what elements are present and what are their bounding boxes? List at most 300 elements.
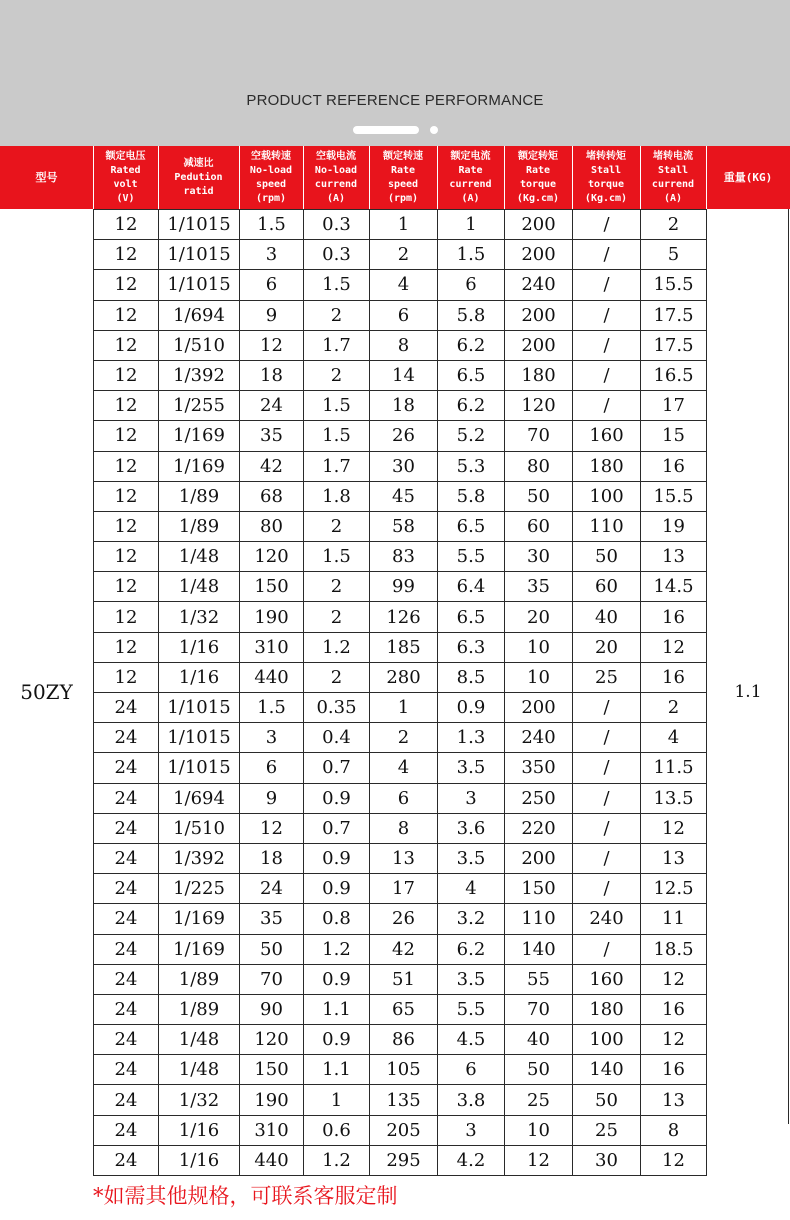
- cell-rate-speed: 2: [370, 240, 438, 270]
- cell-stall-torque: /: [573, 360, 641, 390]
- table-row: [94, 481, 707, 511]
- cell-rate-torque: 140: [505, 934, 573, 964]
- cell-stall-current: 12: [641, 813, 707, 843]
- cell-noload-speed: 190: [240, 602, 304, 632]
- cell-reduction-ratio: 1/392: [159, 843, 240, 873]
- cell-stall-torque: 160: [573, 421, 641, 451]
- weight-value: 1.1: [734, 682, 762, 702]
- cell-noload-current: 1.7: [304, 451, 370, 481]
- cell-rated-volt: 24: [94, 753, 159, 783]
- table-row: [94, 693, 707, 723]
- cell-rate-torque: 80: [505, 451, 573, 481]
- cell-noload-current: 0.9: [304, 1025, 370, 1055]
- cell-rate-torque: 10: [505, 632, 573, 662]
- cell-noload-speed: 6: [240, 753, 304, 783]
- cell-reduction-ratio: 1/510: [159, 813, 240, 843]
- cell-noload-speed: 68: [240, 481, 304, 511]
- cell-noload-speed: 1.5: [240, 210, 304, 240]
- table-row: [94, 210, 707, 240]
- cell-reduction-ratio: 1/32: [159, 1085, 240, 1115]
- cell-reduction-ratio: 1/225: [159, 874, 240, 904]
- header-rated-volt: 额定电压 Rated volt (V): [105, 150, 146, 204]
- cell-rate-current: 5.5: [438, 542, 505, 572]
- cell-rated-volt: 24: [94, 693, 159, 723]
- table-row: [94, 964, 707, 994]
- table-row: [94, 602, 707, 632]
- cell-noload-speed: 1.5: [240, 693, 304, 723]
- carousel-indicator-dot: [430, 126, 438, 134]
- cell-rated-volt: 12: [94, 360, 159, 390]
- cell-rate-current: 5.2: [438, 421, 505, 451]
- cell-noload-speed: 35: [240, 904, 304, 934]
- cell-noload-speed: 24: [240, 874, 304, 904]
- cell-reduction-ratio: 1/48: [159, 572, 240, 602]
- cell-rate-current: 1.5: [438, 240, 505, 270]
- cell-rate-speed: 65: [370, 994, 438, 1024]
- cell-rate-current: 0.9: [438, 693, 505, 723]
- cell-stall-current: 16: [641, 602, 707, 632]
- cell-rate-speed: 14: [370, 360, 438, 390]
- cell-stall-current: 2: [641, 693, 707, 723]
- cell-rate-torque: 200: [505, 300, 573, 330]
- table-row: [94, 391, 707, 421]
- cell-rate-speed: 1: [370, 210, 438, 240]
- cell-stall-current: 13.5: [641, 783, 707, 813]
- cell-rate-speed: 83: [370, 542, 438, 572]
- cell-noload-current: 1.5: [304, 542, 370, 572]
- cell-noload-current: 0.7: [304, 813, 370, 843]
- header-model: 型号: [35, 170, 58, 184]
- cell-noload-speed: 310: [240, 632, 304, 662]
- cell-noload-current: 2: [304, 511, 370, 541]
- table-row: [94, 240, 707, 270]
- cell-reduction-ratio: 1/89: [159, 964, 240, 994]
- cell-reduction-ratio: 1/694: [159, 783, 240, 813]
- cell-stall-current: 13: [641, 843, 707, 873]
- table-row: [94, 511, 707, 541]
- cell-stall-current: 5: [641, 240, 707, 270]
- cell-noload-speed: 6: [240, 270, 304, 300]
- cell-reduction-ratio: 1/16: [159, 662, 240, 692]
- cell-noload-current: 1.1: [304, 1055, 370, 1085]
- cell-reduction-ratio: 1/48: [159, 542, 240, 572]
- cell-stall-current: 15.5: [641, 270, 707, 300]
- cell-stall-torque: 140: [573, 1055, 641, 1085]
- cell-rate-speed: 6: [370, 300, 438, 330]
- cell-stall-torque: 240: [573, 904, 641, 934]
- cell-noload-current: 1.1: [304, 994, 370, 1024]
- cell-stall-current: 16.5: [641, 360, 707, 390]
- cell-stall-current: 17: [641, 391, 707, 421]
- cell-rate-speed: 185: [370, 632, 438, 662]
- cell-stall-current: 13: [641, 1085, 707, 1115]
- cell-stall-torque: /: [573, 723, 641, 753]
- cell-stall-torque: 160: [573, 964, 641, 994]
- cell-rate-torque: 60: [505, 511, 573, 541]
- table-row: [94, 270, 707, 300]
- cell-rated-volt: 24: [94, 813, 159, 843]
- cell-rate-torque: 240: [505, 723, 573, 753]
- table-row: [94, 300, 707, 330]
- cell-rate-torque: 25: [505, 1085, 573, 1115]
- cell-noload-speed: 150: [240, 1055, 304, 1085]
- cell-rate-current: 1.3: [438, 723, 505, 753]
- cell-noload-current: 0.7: [304, 753, 370, 783]
- carousel-indicator-active: [353, 126, 419, 134]
- cell-stall-current: 17.5: [641, 330, 707, 360]
- cell-stall-torque: /: [573, 391, 641, 421]
- cell-rate-torque: 220: [505, 813, 573, 843]
- cell-rate-speed: 126: [370, 602, 438, 632]
- cell-noload-current: 0.9: [304, 783, 370, 813]
- cell-noload-current: 1.5: [304, 421, 370, 451]
- cell-rate-torque: 350: [505, 753, 573, 783]
- cell-stall-torque: /: [573, 874, 641, 904]
- cell-rated-volt: 12: [94, 602, 159, 632]
- cell-rated-volt: 12: [94, 572, 159, 602]
- cell-rate-speed: 135: [370, 1085, 438, 1115]
- cell-noload-speed: 9: [240, 783, 304, 813]
- header-noload-speed: 空载转速 No-load speed (rpm): [249, 150, 293, 204]
- cell-rate-torque: 30: [505, 542, 573, 572]
- cell-rate-current: 6.2: [438, 391, 505, 421]
- cell-stall-torque: /: [573, 783, 641, 813]
- cell-rate-speed: 8: [370, 330, 438, 360]
- cell-rate-current: 6.2: [438, 330, 505, 360]
- cell-rated-volt: 12: [94, 451, 159, 481]
- cell-noload-current: 1.2: [304, 1145, 370, 1175]
- cell-stall-torque: 50: [573, 1085, 641, 1115]
- cell-rate-speed: 26: [370, 904, 438, 934]
- cell-stall-torque: 40: [573, 602, 641, 632]
- table-row: [94, 753, 707, 783]
- table-row: [94, 572, 707, 602]
- cell-rate-current: 6: [438, 1055, 505, 1085]
- cell-rate-speed: 45: [370, 481, 438, 511]
- cell-rate-torque: 20: [505, 602, 573, 632]
- cell-rate-speed: 58: [370, 511, 438, 541]
- cell-rate-torque: 40: [505, 1025, 573, 1055]
- header-reduction-ratio: 减速比 Pedution ratid: [174, 157, 223, 197]
- cell-rate-torque: 35: [505, 572, 573, 602]
- table-row: [94, 783, 707, 813]
- cell-rate-current: 3.5: [438, 753, 505, 783]
- header-noload-current: 空载电流 No-load currend (A): [314, 150, 358, 204]
- cell-noload-speed: 42: [240, 451, 304, 481]
- table-row: [94, 1025, 707, 1055]
- cell-rate-current: 6.5: [438, 602, 505, 632]
- cell-stall-current: 16: [641, 1055, 707, 1085]
- cell-stall-current: 4: [641, 723, 707, 753]
- cell-noload-current: 2: [304, 572, 370, 602]
- cell-stall-current: 16: [641, 994, 707, 1024]
- cell-stall-torque: /: [573, 240, 641, 270]
- cell-noload-speed: 3: [240, 240, 304, 270]
- cell-rate-current: 4.2: [438, 1145, 505, 1175]
- cell-rate-current: 6.5: [438, 360, 505, 390]
- cell-stall-torque: 50: [573, 542, 641, 572]
- cell-stall-current: 15.5: [641, 481, 707, 511]
- cell-rated-volt: 24: [94, 783, 159, 813]
- cell-rate-torque: 200: [505, 330, 573, 360]
- cell-rated-volt: 12: [94, 632, 159, 662]
- cell-reduction-ratio: 1/16: [159, 1145, 240, 1175]
- cell-rate-current: 6.4: [438, 572, 505, 602]
- cell-reduction-ratio: 1/1015: [159, 270, 240, 300]
- cell-noload-speed: 9: [240, 300, 304, 330]
- cell-noload-speed: 190: [240, 1085, 304, 1115]
- cell-rate-current: 6.5: [438, 511, 505, 541]
- cell-rate-current: 3: [438, 783, 505, 813]
- cell-noload-speed: 12: [240, 813, 304, 843]
- cell-rate-torque: 70: [505, 994, 573, 1024]
- model-label: 50ZY: [20, 680, 73, 704]
- cell-rate-torque: 200: [505, 843, 573, 873]
- cell-noload-speed: 440: [240, 662, 304, 692]
- cell-rate-current: 5.3: [438, 451, 505, 481]
- cell-noload-current: 0.8: [304, 904, 370, 934]
- cell-rate-current: 6: [438, 270, 505, 300]
- cell-rate-speed: 13: [370, 843, 438, 873]
- cell-reduction-ratio: 1/89: [159, 994, 240, 1024]
- cell-stall-current: 12.5: [641, 874, 707, 904]
- cell-reduction-ratio: 1/16: [159, 632, 240, 662]
- cell-rate-current: 3.8: [438, 1085, 505, 1115]
- cell-rated-volt: 12: [94, 481, 159, 511]
- cell-stall-torque: 110: [573, 511, 641, 541]
- header-rate-torque: 额定转矩 Rate torque (Kg.cm): [516, 150, 560, 204]
- cell-noload-speed: 70: [240, 964, 304, 994]
- cell-stall-torque: 30: [573, 1145, 641, 1175]
- cell-noload-speed: 12: [240, 330, 304, 360]
- right-border: [788, 209, 789, 1124]
- cell-reduction-ratio: 1/16: [159, 1115, 240, 1145]
- cell-stall-current: 8: [641, 1115, 707, 1145]
- cell-stall-torque: /: [573, 934, 641, 964]
- cell-rated-volt: 12: [94, 330, 159, 360]
- cell-stall-current: 12: [641, 632, 707, 662]
- cell-stall-torque: /: [573, 753, 641, 783]
- cell-stall-current: 12: [641, 1025, 707, 1055]
- cell-noload-speed: 120: [240, 542, 304, 572]
- cell-noload-current: 1.2: [304, 632, 370, 662]
- cell-noload-speed: 440: [240, 1145, 304, 1175]
- cell-stall-torque: /: [573, 330, 641, 360]
- cell-reduction-ratio: 1/48: [159, 1055, 240, 1085]
- cell-rate-speed: 86: [370, 1025, 438, 1055]
- cell-stall-current: 11: [641, 904, 707, 934]
- cell-stall-current: 18.5: [641, 934, 707, 964]
- cell-noload-current: 1.5: [304, 270, 370, 300]
- cell-rated-volt: 12: [94, 421, 159, 451]
- cell-noload-speed: 120: [240, 1025, 304, 1055]
- cell-rate-torque: 50: [505, 481, 573, 511]
- cell-noload-speed: 310: [240, 1115, 304, 1145]
- header-banner: [0, 0, 790, 146]
- cell-rated-volt: 24: [94, 1085, 159, 1115]
- cell-reduction-ratio: 1/32: [159, 602, 240, 632]
- cell-reduction-ratio: 1/1015: [159, 210, 240, 240]
- table-row: [94, 723, 707, 753]
- cell-reduction-ratio: 1/169: [159, 934, 240, 964]
- cell-rate-torque: 200: [505, 240, 573, 270]
- cell-rate-speed: 4: [370, 753, 438, 783]
- cell-reduction-ratio: 1/169: [159, 451, 240, 481]
- cell-reduction-ratio: 1/169: [159, 904, 240, 934]
- cell-noload-speed: 35: [240, 421, 304, 451]
- cell-rate-speed: 17: [370, 874, 438, 904]
- header-weight: 重量(KG): [723, 170, 773, 184]
- cell-rate-speed: 1: [370, 693, 438, 723]
- cell-noload-speed: 18: [240, 360, 304, 390]
- cell-noload-current: 1.8: [304, 481, 370, 511]
- cell-rate-current: 3: [438, 1115, 505, 1145]
- cell-rated-volt: 12: [94, 511, 159, 541]
- cell-stall-torque: /: [573, 813, 641, 843]
- cell-stall-current: 11.5: [641, 753, 707, 783]
- cell-stall-current: 16: [641, 662, 707, 692]
- cell-rate-current: 3.2: [438, 904, 505, 934]
- cell-rate-current: 6.3: [438, 632, 505, 662]
- cell-stall-current: 12: [641, 1145, 707, 1175]
- cell-noload-current: 0.3: [304, 240, 370, 270]
- cell-rate-torque: 55: [505, 964, 573, 994]
- cell-reduction-ratio: 1/1015: [159, 753, 240, 783]
- cell-stall-torque: 20: [573, 632, 641, 662]
- cell-rated-volt: 12: [94, 240, 159, 270]
- table-row: [94, 1085, 707, 1115]
- cell-rate-current: 5.5: [438, 994, 505, 1024]
- cell-noload-speed: 80: [240, 511, 304, 541]
- table-row: [94, 874, 707, 904]
- cell-rated-volt: 12: [94, 391, 159, 421]
- cell-stall-current: 14.5: [641, 572, 707, 602]
- header-stall-torque: 堵转转矩 Stall torque (Kg.cm): [584, 150, 628, 204]
- cell-noload-current: 2: [304, 662, 370, 692]
- cell-rated-volt: 12: [94, 662, 159, 692]
- table-row: [94, 662, 707, 692]
- cell-rate-current: 3.5: [438, 964, 505, 994]
- banner-title: PRODUCT REFERENCE PERFORMANCE: [246, 92, 544, 109]
- cell-rate-speed: 30: [370, 451, 438, 481]
- cell-rate-current: 6.2: [438, 934, 505, 964]
- table-row: [94, 813, 707, 843]
- header-rate-speed: 额定转速 Rate speed (rpm): [383, 150, 423, 204]
- cell-noload-current: 1.2: [304, 934, 370, 964]
- table-row: [94, 843, 707, 873]
- cell-stall-current: 13: [641, 542, 707, 572]
- cell-rate-current: 3.5: [438, 843, 505, 873]
- cell-rated-volt: 24: [94, 1025, 159, 1055]
- cell-rate-torque: 250: [505, 783, 573, 813]
- cell-stall-torque: /: [573, 693, 641, 723]
- cell-reduction-ratio: 1/510: [159, 330, 240, 360]
- cell-rate-torque: 240: [505, 270, 573, 300]
- cell-noload-speed: 150: [240, 572, 304, 602]
- table-row: [94, 1145, 707, 1175]
- cell-rated-volt: 12: [94, 542, 159, 572]
- table-row: [94, 1115, 707, 1145]
- cell-stall-torque: /: [573, 843, 641, 873]
- cell-reduction-ratio: 1/48: [159, 1025, 240, 1055]
- cell-noload-current: 2: [304, 602, 370, 632]
- cell-stall-current: 12: [641, 964, 707, 994]
- cell-rated-volt: 24: [94, 723, 159, 753]
- cell-noload-speed: 3: [240, 723, 304, 753]
- cell-rate-speed: 6: [370, 783, 438, 813]
- cell-reduction-ratio: 1/169: [159, 421, 240, 451]
- cell-noload-current: 0.4: [304, 723, 370, 753]
- cell-reduction-ratio: 1/1015: [159, 723, 240, 753]
- header-rate-current: 额定电流 Rate currend (A): [449, 150, 492, 204]
- cell-stall-torque: 180: [573, 451, 641, 481]
- cell-stall-torque: 60: [573, 572, 641, 602]
- table-row: [94, 360, 707, 390]
- cell-rate-speed: 26: [370, 421, 438, 451]
- cell-stall-current: 2: [641, 210, 707, 240]
- cell-noload-speed: 90: [240, 994, 304, 1024]
- cell-stall-current: 17.5: [641, 300, 707, 330]
- cell-stall-torque: 25: [573, 662, 641, 692]
- cell-reduction-ratio: 1/694: [159, 300, 240, 330]
- cell-rate-torque: 120: [505, 391, 573, 421]
- cell-rate-torque: 200: [505, 693, 573, 723]
- cell-rated-volt: 24: [94, 934, 159, 964]
- cell-rated-volt: 24: [94, 1145, 159, 1175]
- cell-rate-current: 8.5: [438, 662, 505, 692]
- cell-rate-speed: 205: [370, 1115, 438, 1145]
- cell-rate-torque: 50: [505, 1055, 573, 1085]
- cell-rate-speed: 295: [370, 1145, 438, 1175]
- cell-noload-current: 1.5: [304, 391, 370, 421]
- cell-noload-current: 0.3: [304, 210, 370, 240]
- cell-rated-volt: 24: [94, 843, 159, 873]
- cell-rate-torque: 12: [505, 1145, 573, 1175]
- cell-stall-current: 19: [641, 511, 707, 541]
- cell-stall-torque: /: [573, 210, 641, 240]
- table-row: [94, 451, 707, 481]
- cell-reduction-ratio: 1/1015: [159, 240, 240, 270]
- cell-reduction-ratio: 1/89: [159, 481, 240, 511]
- table-header: [0, 146, 790, 209]
- cell-stall-torque: 180: [573, 994, 641, 1024]
- cell-rate-torque: 10: [505, 662, 573, 692]
- cell-rate-speed: 8: [370, 813, 438, 843]
- cell-noload-current: 0.9: [304, 843, 370, 873]
- cell-rate-torque: 110: [505, 904, 573, 934]
- cell-stall-torque: 100: [573, 481, 641, 511]
- cell-rate-current: 3.6: [438, 813, 505, 843]
- cell-stall-torque: 100: [573, 1025, 641, 1055]
- cell-noload-speed: 18: [240, 843, 304, 873]
- cell-rate-current: 5.8: [438, 300, 505, 330]
- cell-rate-speed: 2: [370, 723, 438, 753]
- cell-stall-torque: 25: [573, 1115, 641, 1145]
- cell-rated-volt: 24: [94, 904, 159, 934]
- cell-rated-volt: 12: [94, 210, 159, 240]
- performance-table: [93, 209, 707, 1176]
- table-row: [94, 904, 707, 934]
- cell-noload-current: 2: [304, 300, 370, 330]
- cell-stall-current: 16: [641, 451, 707, 481]
- customization-footnote: *如需其他规格，可联系客服定制: [93, 1184, 398, 1208]
- cell-rate-speed: 51: [370, 964, 438, 994]
- cell-rate-speed: 42: [370, 934, 438, 964]
- cell-rated-volt: 24: [94, 994, 159, 1024]
- cell-stall-current: 15: [641, 421, 707, 451]
- cell-rate-speed: 280: [370, 662, 438, 692]
- cell-rate-current: 5.8: [438, 481, 505, 511]
